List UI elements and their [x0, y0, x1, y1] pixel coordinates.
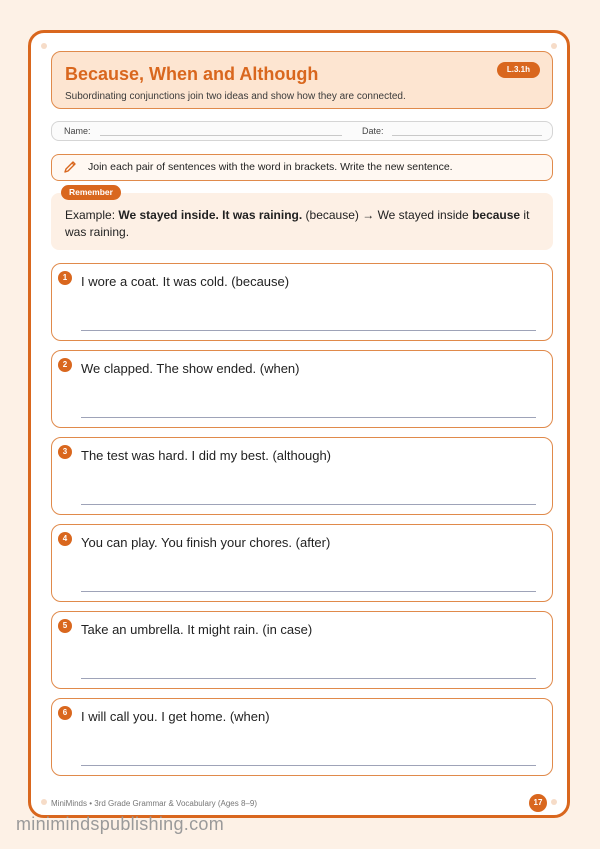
page-number-badge: 17 [529, 794, 547, 812]
corner-dot [551, 43, 557, 49]
answer-line[interactable] [81, 678, 536, 679]
answer-line[interactable] [81, 417, 536, 418]
instruction-box [51, 154, 553, 181]
pencil-icon [63, 160, 77, 174]
question-text: The test was hard. I did my best. (although) [81, 448, 332, 463]
example-middle: (because) → We stayed inside [302, 208, 473, 222]
name-label: Name: [64, 126, 91, 136]
worksheet-page [28, 30, 570, 818]
standard-badge: L.3.1h [497, 62, 540, 78]
corner-dot [41, 43, 47, 49]
question-number: 6 [58, 706, 72, 720]
name-date-row [51, 121, 553, 141]
corner-dot [41, 799, 47, 805]
watermark: minimindspublishing.com [16, 814, 224, 834]
worksheet-header [51, 51, 553, 109]
question-card [51, 263, 553, 341]
date-field[interactable] [392, 135, 542, 136]
answer-line[interactable] [81, 765, 536, 766]
question-text: You can play. You finish your chores. (after) [81, 535, 331, 550]
question-card [51, 350, 553, 428]
question-number: 4 [58, 532, 72, 546]
question-text: Take an umbrella. It might rain. (in case) [81, 622, 313, 637]
question-card [51, 524, 553, 602]
remember-box [51, 187, 553, 250]
page-subtitle: Subordinating conjunctions join two ideas and show how they are connected. [65, 91, 406, 102]
date-label: Date: [362, 126, 384, 136]
question-text: I wore a coat. It was cold. (because) [81, 274, 290, 289]
question-card [51, 611, 553, 689]
question-card [51, 437, 553, 515]
answer-line[interactable] [81, 330, 536, 331]
example-suffix: it was raining. [65, 208, 530, 239]
example-prefix: Example: [65, 208, 119, 222]
question-number: 3 [58, 445, 72, 459]
example-sentences: We stayed inside. It was raining. [118, 208, 303, 222]
question-text: I will call you. I get home. (when) [81, 709, 270, 724]
example-conjunction: because [472, 208, 521, 222]
question-number: 1 [58, 271, 72, 285]
question-number: 2 [58, 358, 72, 372]
question-card [51, 698, 553, 776]
answer-line[interactable] [81, 591, 536, 592]
footer-text: MiniMinds • 3rd Grade Grammar & Vocabulary (Ages 8–9) [51, 799, 257, 808]
instruction-text: Join each pair of sentences with the word in brackets. Write the new sentence. [88, 161, 453, 173]
corner-dot [551, 799, 557, 805]
name-field[interactable] [100, 135, 342, 136]
question-number: 5 [58, 619, 72, 633]
remember-example [65, 207, 543, 241]
page-title: Because, When and Although [65, 64, 319, 84]
answer-line[interactable] [81, 504, 536, 505]
question-text: We clapped. The show ended. (when) [81, 361, 300, 376]
remember-badge: Remember [61, 185, 121, 200]
